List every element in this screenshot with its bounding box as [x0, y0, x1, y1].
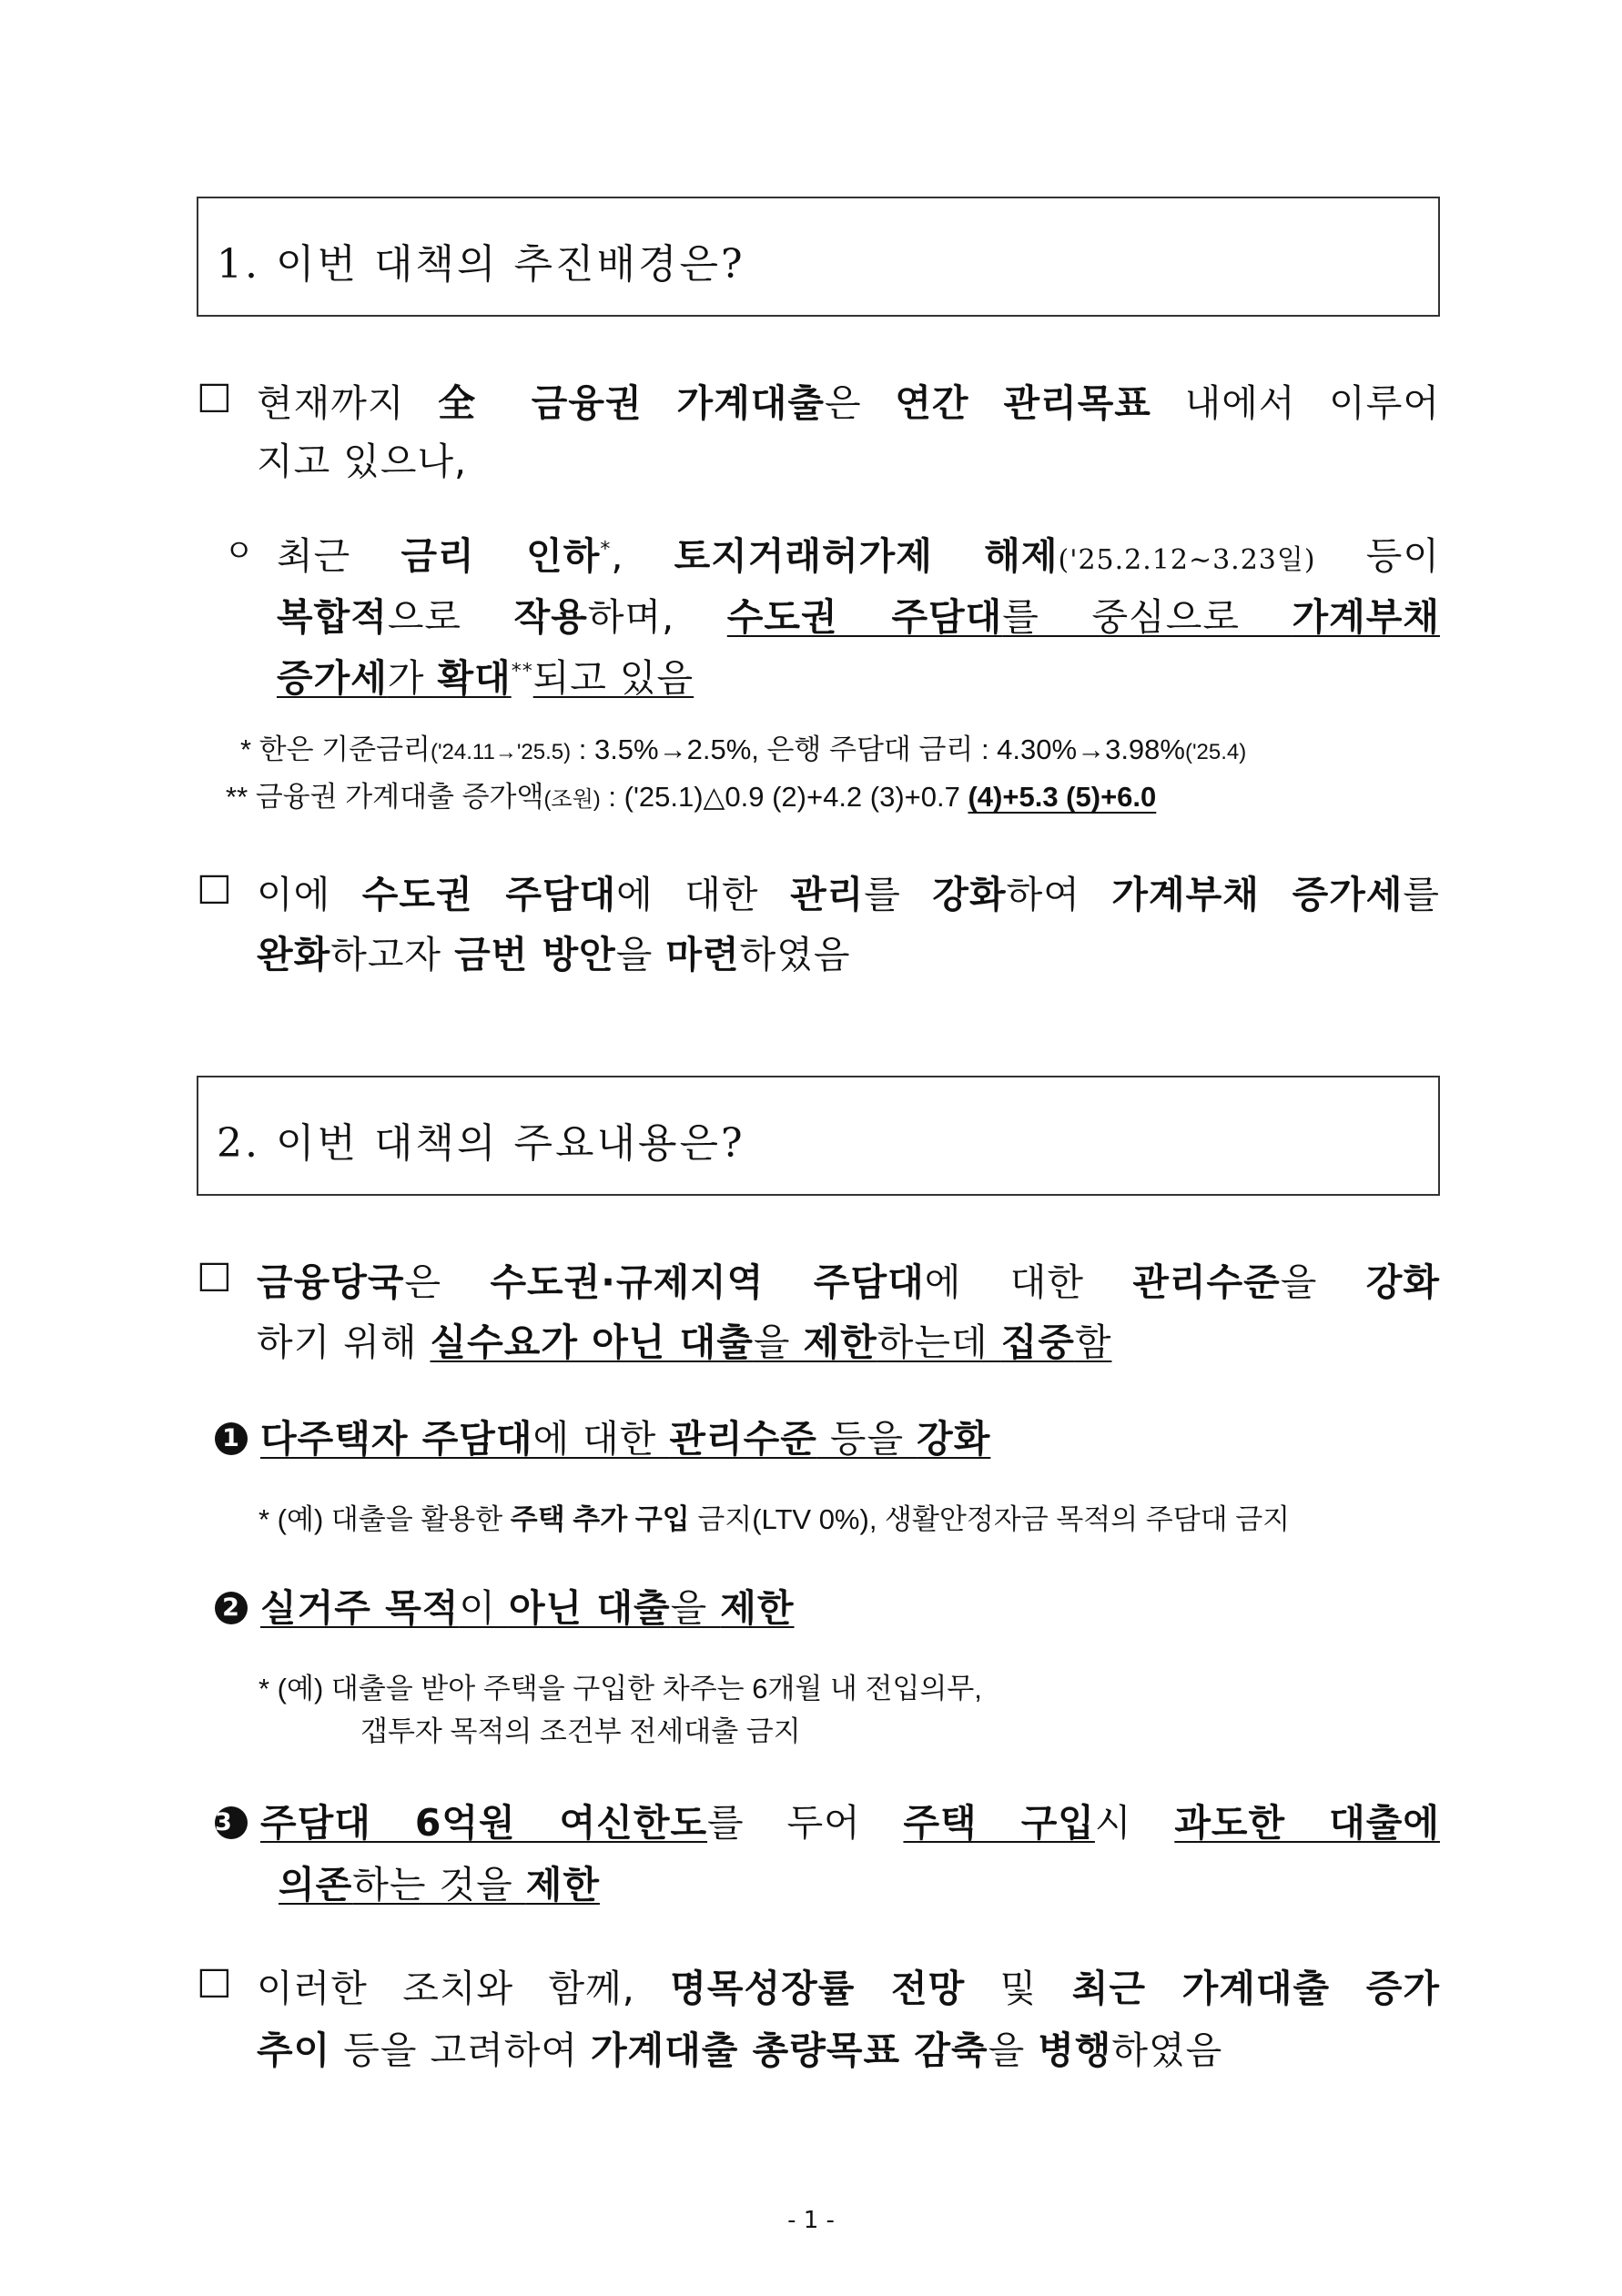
section1-p1-line2: 지고 있으나,: [257, 440, 468, 483]
section1-title-box: [197, 197, 1440, 317]
section2-p1-bullet: □: [197, 1252, 233, 1296]
section2-title-box: [197, 1076, 1440, 1196]
item1-number-badge: 1: [215, 1422, 248, 1455]
section2-p1-line2: 하기 위해 실수요가 아닌 대출을 제한하는데 집중함: [257, 1320, 1112, 1364]
item3-line1: 3 주담대 6억원 여신한도를 두어 주택 구입시 과도한 대출에: [215, 1801, 1440, 1845]
section2-p2-line2: 추이 등을 고려하여 가계대출 총량목표 감축을 병행하였음: [257, 2028, 1223, 2072]
section2-p2-line1: 이러한 조치와 함께, 명목성장률 전망 및 최근 가계대출 증가: [257, 1967, 1441, 2010]
item1-line: 1 다주택자 주담대에 대한 관리수준 등을 강화: [215, 1409, 990, 1462]
item2-line: 2 실거주 목적이 아닌 대출을 제한: [215, 1578, 795, 1632]
section2-title: 2. 이번 대책의 주요내용은?: [217, 1120, 745, 1167]
item2-number-badge: 2: [215, 1592, 248, 1624]
section1-p3-bullet: □: [197, 865, 233, 908]
section1-p1-bullet: □: [197, 373, 233, 417]
section1-note1: * 한은 기준금리('24.11→'25.5) : 3.5%→2.5%, 은행 주담대 금리 : 4.30%→3.98%('25.4): [240, 733, 1247, 765]
page-number: - 1 -: [787, 2207, 835, 2234]
section1-p2-line2: 복합적으로 작용하며, 수도권 주담대를 중심으로 가계부채: [277, 595, 1440, 639]
item2-note2: 갭투자 목적의 조건부 전세대출 금지: [360, 1715, 801, 1747]
section1-p2-line3: 증가세가 확대**되고 있음: [277, 656, 694, 700]
section1-p3-line2: 완화하고자 금번 방안을 마련하였음: [257, 933, 851, 976]
section2-p1-line1: 금융당국은 수도권·규제지역 주담대에 대한 관리수준을 강화: [257, 1260, 1441, 1304]
item1-note: * (예) 대출을 활용한 주택 추가 구입 금지(LTV 0%), 생활안정자금 목적의 주담대 금지: [259, 1503, 1291, 1535]
section1-p3-line1: 이에 수도권 주담대에 대한 관리를 강화하여 가계부채 증가세를: [257, 873, 1441, 916]
section1-note2: ** 금융권 가계대출 증가액(조원) : ('25.1)△0.9 (2)+4.2 (3)+0.7 (4)+5.3 (5)+6.0: [226, 781, 1157, 813]
item3-number-badge: 3: [215, 1806, 248, 1839]
section1-p2-line1: 최근 금리 인하*, 토지거래허가제 해제('25.2.12∼3.23일) 등이: [277, 534, 1441, 578]
section1-p1-line1: 현재까지 全 금융권 가계대출은 연간 관리목표 내에서 이루어: [257, 381, 1440, 425]
item3-line2: 의존하는 것을 제한: [279, 1863, 600, 1907]
item2-note1: * (예) 대출을 받아 주택을 구입한 차주는 6개월 내 전입의무,: [259, 1673, 982, 1704]
section2-p2-bullet: □: [197, 1958, 233, 2002]
section1-title: 1. 이번 대책의 추진배경은?: [217, 241, 745, 288]
section1-p2-bullet: ㅇ: [224, 533, 255, 570]
